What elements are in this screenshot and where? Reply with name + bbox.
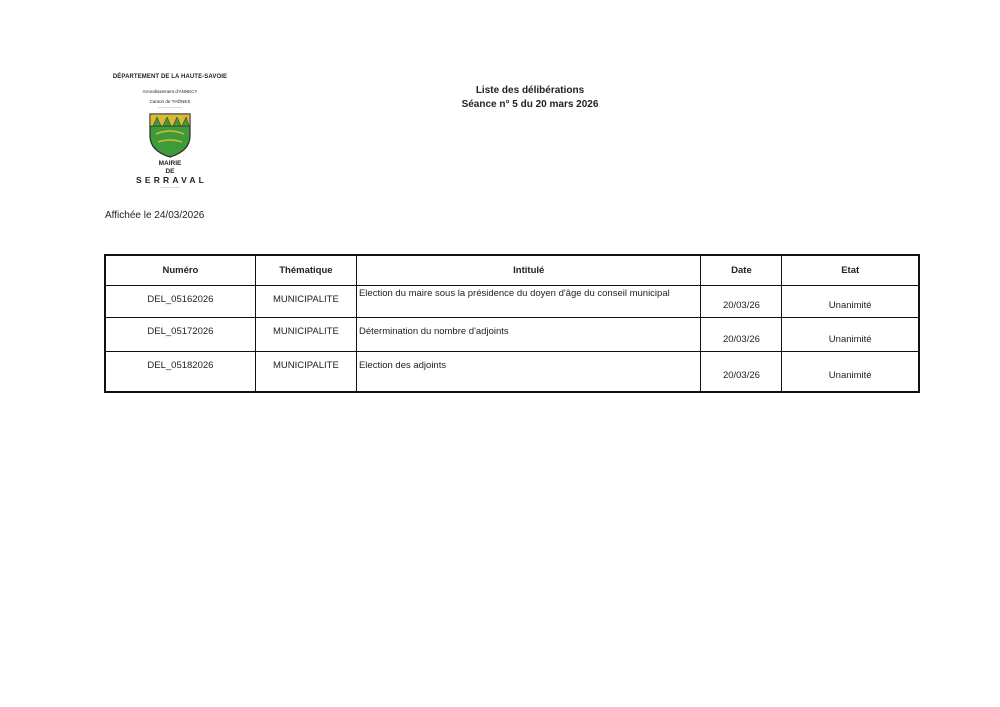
table-row (105, 286, 919, 318)
header-intitule: Intitulé (356, 255, 701, 286)
cell-etat: Unanimité (782, 318, 919, 352)
cell-intitule: Election du maire sous la présidence du doyen d'âge du conseil municipal (356, 286, 701, 318)
departement-label: DÉPARTEMENT DE LA HAUTE-SAVOIE (112, 74, 228, 80)
cell-date: 20/03/26 (701, 286, 782, 318)
letterhead-divider (158, 107, 182, 108)
table-header-row (105, 255, 919, 286)
title-line-2: Séance n° 5 du 20 mars 2026 (461, 99, 599, 110)
posting-date: Affichée le 24/03/2026 (105, 210, 205, 221)
header-date: Date (701, 255, 782, 286)
cell-intitule: Election des adjoints (356, 352, 701, 392)
cell-numero: DEL_05182026 (105, 352, 255, 392)
commune-name: SERRAVAL (135, 175, 208, 185)
cell-date: 20/03/26 (701, 318, 782, 352)
cell-thematique: MUNICIPALITE (255, 352, 356, 392)
header-thematique: Thématique (255, 255, 356, 286)
cell-thematique: MUNICIPALITE (255, 318, 356, 352)
deliberations-table (104, 254, 920, 393)
canton-label: Canton de THÔNES (149, 99, 191, 104)
cell-intitule: Détermination du nombre d'adjoints (356, 318, 701, 352)
commune-underline (160, 187, 180, 188)
letterhead (100, 74, 240, 188)
arrondissement-label: Arrondissement d'ANNECY (142, 89, 198, 94)
title-line-1: Liste des délibérations (475, 85, 585, 96)
cell-etat: Unanimité (782, 286, 919, 318)
cell-numero: DEL_05172026 (105, 318, 255, 352)
cell-date: 20/03/26 (701, 352, 782, 392)
table-row (105, 318, 919, 352)
header-numero: Numéro (105, 255, 255, 286)
mairie-label: MAIRIE DE (158, 160, 182, 175)
table-row (105, 352, 919, 392)
cell-thematique: MUNICIPALITE (255, 286, 356, 318)
document-title (400, 84, 660, 112)
cell-numero: DEL_05162026 (105, 286, 255, 318)
coat-of-arms-icon (148, 112, 192, 158)
header-etat: Etat (782, 255, 919, 286)
cell-etat: Unanimité (782, 352, 919, 392)
